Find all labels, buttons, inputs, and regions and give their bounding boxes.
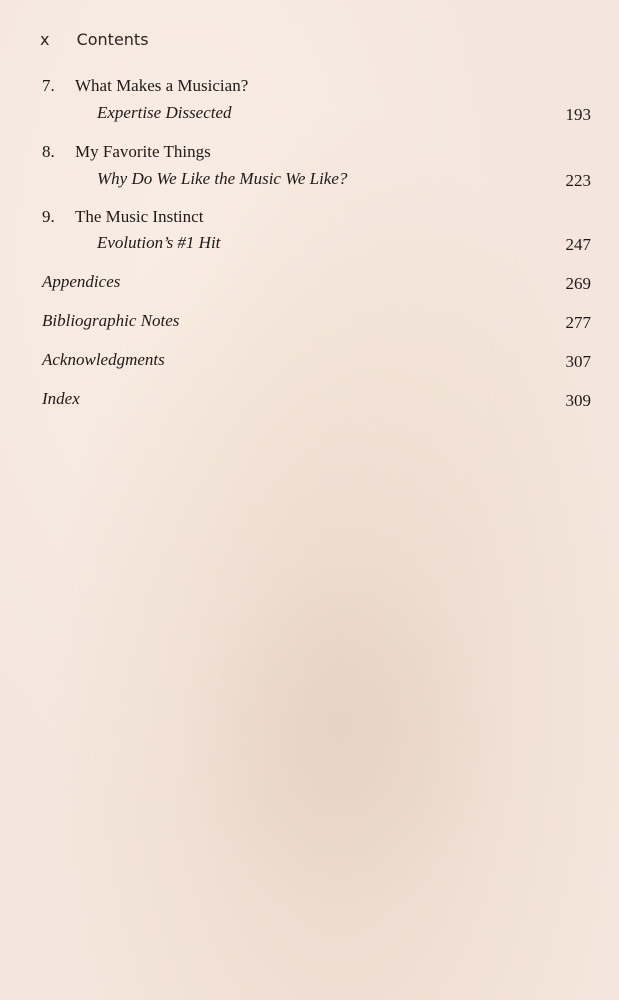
- paper-texture: [180, 560, 500, 920]
- running-title: Contents: [76, 30, 149, 49]
- chapter-number: 7.: [42, 76, 55, 95]
- entry-title: Appendices: [42, 272, 121, 291]
- chapter-title: What Makes a Musician?: [75, 76, 249, 95]
- entry-title: Index: [42, 389, 80, 408]
- chapter-page-number: 193: [565, 105, 591, 124]
- chapter-subtitle: Expertise Dissected: [97, 103, 232, 122]
- chapter-page-number: 223: [565, 171, 591, 190]
- entry-page-number: 309: [565, 391, 591, 410]
- chapter-subtitle: Evolution’s #1 Hit: [97, 233, 221, 252]
- chapter-page-number: 247: [565, 235, 591, 254]
- running-header: [40, 30, 149, 49]
- page-marker: x: [40, 30, 50, 49]
- chapter-subtitle: Why Do We Like the Music We Like?: [97, 169, 348, 188]
- chapter-number: 8.: [42, 142, 55, 161]
- entry-page-number: 269: [565, 274, 591, 293]
- chapter-title: My Favorite Things: [75, 142, 211, 161]
- entry-page-number: 277: [565, 313, 591, 332]
- entry-title: Acknowledgments: [42, 350, 165, 369]
- entry-page-number: 307: [565, 352, 591, 371]
- entry-title: Bibliographic Notes: [42, 311, 180, 330]
- chapter-number: 9.: [42, 207, 55, 226]
- chapter-title: The Music Instinct: [75, 207, 204, 226]
